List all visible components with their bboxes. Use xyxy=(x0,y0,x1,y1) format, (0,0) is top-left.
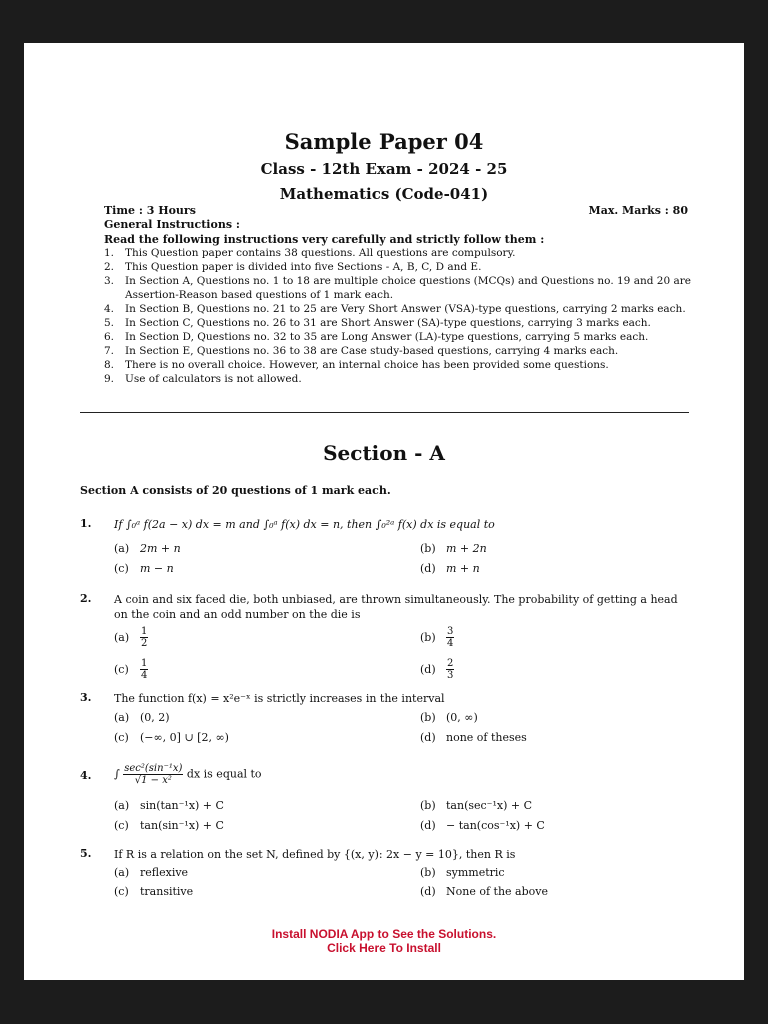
instructions-heading: General Instructions : xyxy=(104,218,240,231)
question-number: 1. xyxy=(80,517,92,530)
question-2 xyxy=(80,592,690,682)
option-d[interactable]: (d) m + n xyxy=(420,562,480,575)
question-text: The function f(x) = x²e⁻ˣ is strictly increases in the interval xyxy=(114,692,445,705)
instruction-item: 2. This Question paper is divided into five Sections - A, B, C, D and E. xyxy=(104,261,482,273)
question-1 xyxy=(80,517,690,577)
option-c[interactable]: (c) tan(sin⁻¹x) + C xyxy=(114,819,224,832)
option-a[interactable]: (a) 2m + n xyxy=(114,542,181,555)
install-app-link[interactable] xyxy=(24,927,744,955)
paper-subject: Mathematics (Code-041) xyxy=(279,185,489,203)
fraction: $\frac{2}{3}$ xyxy=(447,658,454,681)
instruction-item: 8. There is no overall choice. However, an internal choice has been provided some questions. xyxy=(104,359,609,371)
option-b[interactable]: (b) m + 2n xyxy=(420,542,487,555)
option-c[interactable]: (c) $\frac{1}{4}$ xyxy=(114,658,148,681)
install-app-line-2[interactable]: Click Here To Install xyxy=(327,941,441,955)
instruction-item: 1. This Question paper contains 38 questions. All questions are compulsory. xyxy=(104,247,516,259)
fraction: $\frac{1}{4}$ xyxy=(141,658,148,681)
option-a[interactable]: (a) $\frac{1}{2}$ xyxy=(114,626,148,649)
fraction: $\frac{1}{2}$ xyxy=(141,626,148,649)
max-marks-label: Max. Marks : 80 xyxy=(588,204,688,217)
paper-subtitle: Class - 12th Exam - 2024 - 25 xyxy=(260,160,508,178)
option-c[interactable]: (c) transitive xyxy=(114,885,194,898)
integrand-fraction: $\frac{\text{sec²(sin⁻¹x)}}{\text{√1 − x²}}$ xyxy=(124,763,183,786)
question-number: 3. xyxy=(80,691,92,704)
question-text: If R is a relation on the set N, defined by {(x, y): 2x − y = 10}, then R is xyxy=(114,848,516,861)
option-b[interactable]: (b) tan(sec⁻¹x) + C xyxy=(420,799,533,812)
instruction-item: 5. In Section C, Questions no. 26 to 31 are Short Answer (SA)-type questions, carrying 3 marks each. xyxy=(104,317,651,329)
install-app-line-1[interactable]: Install NODIA App to See the Solutions. xyxy=(271,927,497,941)
question-number: 2. xyxy=(80,592,92,605)
option-b[interactable]: (b) symmetric xyxy=(420,866,505,879)
instruction-item: 7. In Section E, Questions no. 36 to 38 are Case study-based questions, carrying 4 marks each. xyxy=(104,345,619,357)
paper-meta xyxy=(104,204,688,217)
question-text: If ∫₀ᵃ f(2a − x) dx = m and ∫₀ᵃ f(x) dx = n, then ∫₀²ᵃ f(x) dx is equal to xyxy=(114,518,495,531)
option-d[interactable]: (d) None of the above xyxy=(420,885,548,898)
paper-title: Sample Paper 04 xyxy=(284,129,484,154)
question-4 xyxy=(80,763,690,835)
exam-page xyxy=(24,43,744,980)
question-3 xyxy=(80,691,690,746)
option-d[interactable]: (d) − tan(cos⁻¹x) + C xyxy=(420,819,545,832)
section-title: Section - A xyxy=(323,441,445,465)
instruction-item: 3. In Section A, Questions no. 1 to 18 are multiple choice questions (MCQs) and Questions no. 19 and 20 are Assertion-Reason based questions of 1 mark each. xyxy=(104,275,691,301)
divider xyxy=(80,412,689,413)
instructions-list xyxy=(104,246,694,386)
option-a[interactable]: (a) reflexive xyxy=(114,866,189,879)
option-b[interactable]: (b) $\frac{3}{4}$ xyxy=(420,626,454,649)
integral-sign: ∫ xyxy=(114,767,120,781)
option-b[interactable]: (b) (0, ∞) xyxy=(420,711,478,724)
instruction-item: 9. Use of calculators is not allowed. xyxy=(104,373,302,385)
section-description: Section A consists of 20 questions of 1 mark each. xyxy=(80,484,391,497)
fraction: $\frac{3}{4}$ xyxy=(447,626,454,649)
question-text: ∫ $\frac{\text{sec²(sin⁻¹x)}}{\text{√1 − x²}}$ dx is equal to xyxy=(114,763,262,786)
time-label: Time : 3 Hours xyxy=(104,204,196,217)
option-a[interactable]: (a) (0, 2) xyxy=(114,711,170,724)
option-c[interactable]: (c) m − n xyxy=(114,562,174,575)
option-d[interactable]: (d) none of theses xyxy=(420,731,527,744)
instructions-lead: Read the following instructions very carefully and strictly follow them : xyxy=(104,233,545,246)
option-c[interactable]: (c) (−∞, 0] ∪ [2, ∞) xyxy=(114,731,229,744)
instruction-item: 4. In Section B, Questions no. 21 to 25 are Very Short Answer (VSA)-type questions, carrying 2 marks each. xyxy=(104,303,686,315)
option-a[interactable]: (a) sin(tan⁻¹x) + C xyxy=(114,799,224,812)
question-5 xyxy=(80,847,690,903)
question-text: A coin and six faced die, both unbiased, are thrown simultaneously. The probability of getting a head on the coin and an odd number on the die is xyxy=(114,593,678,621)
question-number: 4. xyxy=(80,769,92,782)
instruction-item: 6. In Section D, Questions no. 32 to 35 are Long Answer (LA)-type questions, carrying 5 marks each. xyxy=(104,331,649,343)
question-number: 5. xyxy=(80,847,92,860)
option-d[interactable]: (d) $\frac{2}{3}$ xyxy=(420,658,454,681)
